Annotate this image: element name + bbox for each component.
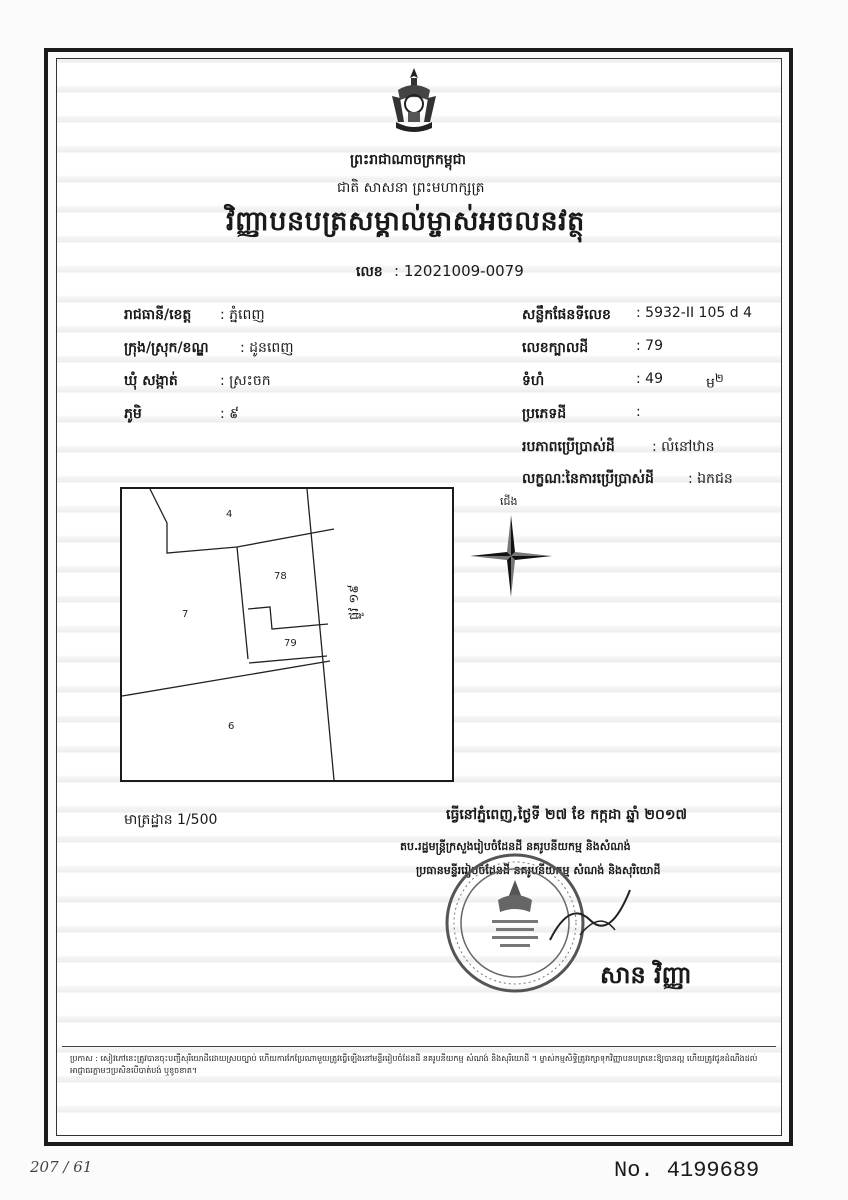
issue-date: ធ្វើនៅភ្នំពេញ,ថ្ងៃទី ២៧ ខែ កក្កដា ឆ្នាំ ២០១៧ — [446, 807, 687, 823]
parcel-number-label: លេខក្បាលដី — [522, 340, 589, 356]
parcel-boundaries — [122, 489, 452, 780]
authority-line-2: ប្រធានមន្ទីររៀបចំដែនដី នគរូបនីយកម្ម សំណង់ និងសុរិយោដី — [416, 864, 661, 877]
compass-rose-icon — [470, 515, 552, 597]
parcel-label-7: 7 — [182, 609, 189, 620]
area-unit — [706, 371, 724, 395]
area-unit-superscript: ២ — [714, 371, 724, 385]
commune-label: ឃុំ សង្កាត់ — [124, 373, 178, 389]
handwritten-note: 207 / 61 — [30, 1158, 93, 1176]
cadastral-map — [120, 487, 454, 782]
parcel-label-6: 6 — [228, 721, 235, 732]
certificate-number-label: លេខ — [356, 264, 383, 280]
legal-notice — [62, 1046, 776, 1127]
parcel-label-4: 4 — [226, 509, 233, 520]
serial-number: No. 4199689 — [614, 1158, 760, 1183]
area-value: : 49 — [636, 371, 663, 387]
certificate-title: វិញ្ញាបនបត្រសម្គាល់ម្ចាស់អចលនវត្ថុ — [226, 206, 585, 237]
street-label: ផ្លូវ ១៩ — [347, 584, 362, 620]
province-value: : ភ្នំពេញ — [220, 307, 265, 323]
land-use-value: : លំនៅឋាន — [652, 439, 715, 455]
commune-value: : ស្រះចក — [220, 373, 271, 389]
land-type-label: ប្រភេទដី — [522, 406, 567, 422]
authority-line-1: តប.រដ្ឋមន្ត្រីក្រសួងរៀបចំដែនដី នគរូបនីយកម្ម និងសំណង់ — [400, 840, 631, 853]
land-use-nature-value: : ឯកជន — [688, 471, 733, 487]
map-scale: មាត្រដ្ឋាន 1/500 — [124, 812, 218, 828]
land-use-nature-label: លក្ខណៈនៃការប្រើប្រាស់ដី — [522, 471, 654, 487]
signature-mark — [540, 880, 640, 950]
land-type-value: : — [636, 404, 641, 420]
kingdom-heading: ព្រះរាជាណាចក្រកម្ពុជា — [350, 152, 467, 168]
village-value: : ៩ — [220, 406, 240, 422]
land-use-label: របភាពប្រើប្រាស់ដី — [522, 439, 615, 455]
signer-name: សាន វិញ្ញា — [600, 961, 692, 989]
certificate-number: : 12021009-0079 — [394, 262, 524, 280]
map-sheet-label: សន្លឹកផែនទីលេខ — [522, 307, 611, 323]
map-sheet-value: : 5932-II 105 d 4 — [636, 305, 752, 321]
parcel-label-79: 79 — [284, 638, 297, 649]
province-label: រាជធានី/ខេត្ត — [124, 307, 192, 323]
parcel-number-value: : 79 — [636, 338, 663, 354]
north-label: ជើង — [500, 495, 518, 508]
parcel-label-78: 78 — [274, 571, 287, 582]
motto-heading: ជាតិ សាសនា ព្រះមហាក្សត្រ — [337, 180, 485, 196]
area-label: ទំហំ — [522, 373, 545, 389]
village-label: ភូមិ — [124, 406, 142, 422]
legal-notice-text: ប្រកាស : សៀវភៅនេះត្រូវបានចុះបញ្ជីសុរិយោដីដោយស្របច្បាប់ ហើយការកែប្រែណាមួយត្រូវធ្វើឡើងនៅមន្ទីររៀបចំដែនដី នគរូបនីយកម្ម សំណង់ និងសុរិយោដី ។ ម្ចាស់កម្មសិទ្ធិត្រូវរក្សាទុកវិញ្ញាបនបត្រនេះឱ្យបានល្អ ហើយត្រូវជូនដំណឹងដល់អាជ្ញាធរភ្លាមៗប្រសិនបើបាត់បង់ ឬខូចខាត។ — [70, 1054, 758, 1075]
area-unit-text: ម — [706, 375, 715, 392]
royal-emblem-icon — [384, 66, 444, 136]
district-label: ក្រុង/ស្រុក/ខណ្ឌ — [124, 340, 209, 356]
district-value: : ដូនពេញ — [240, 340, 294, 356]
